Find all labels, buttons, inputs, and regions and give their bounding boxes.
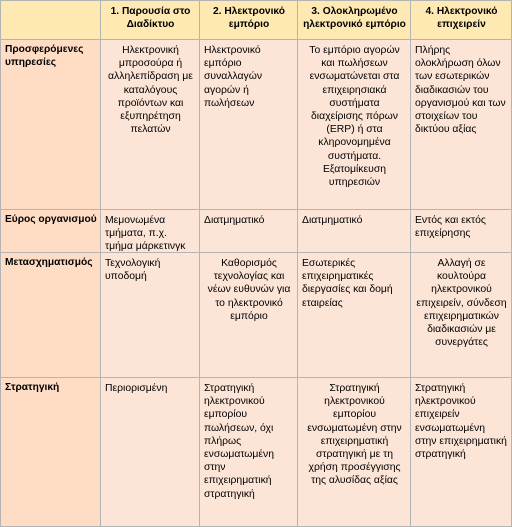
table-cell: Διατμηματικό — [298, 210, 411, 253]
row-label-services: Προσφερόμενες υπηρεσίες — [1, 40, 101, 210]
header-stage-2: 2. Ηλεκτρονικό εμπόριο — [200, 1, 298, 40]
header-stage-4: 4. Ηλεκτρονικό επιχειρείν — [411, 1, 512, 40]
table-cell: Πλήρης ολοκλήρωση όλων των εσωτερικών διαδικασιών του οργανισμού και των στοιχείων του δικτύου αξίας — [411, 40, 512, 210]
header-stage-1: 1. Παρουσία στο Διαδίκτυο — [101, 1, 200, 40]
row-label-strategy: Στρατηγική — [1, 378, 101, 527]
table-cell: Ηλεκτρονικό εμπόριο συναλλαγών αγορών ή πωλήσεων — [200, 40, 298, 210]
table-cell: Εντός και εκτός επιχείρησης — [411, 210, 512, 253]
header-stage-3: 3. Ολοκληρωμένο ηλεκτρονικό εμπόριο — [298, 1, 411, 40]
table-cell: Στρατηγική ηλεκτρονικού εμπορίου πωλήσεων, όχι πλήρως ενσωματωμένη στην επιχειρηματική στρατηγική — [200, 378, 298, 527]
table-cell: Το εμπόριο αγορών και πωλήσεων ενσωματώνεται στα επιχειρησιακά συστήματα διαχείρισης πόρων (ERP) ή στα κληρονομημένα συστήματα. Εξατομίκευση υπηρεσιών — [298, 40, 411, 210]
table-cell: Στρατηγική ηλεκτρονικού εμπορίου ενσωματωμένη στην επιχειρηματική στρατηγική με τη χρήση προσέγγισης της αλυσίδας αξίας — [298, 378, 411, 527]
table-cell: Ηλεκτρονική μπροσούρα ή αλληλεπίδραση με καταλόγους προϊόντων και εξυπηρέτηση πελατών — [101, 40, 200, 210]
row-label-scope: Εύρος οργανισμού — [1, 210, 101, 253]
table-cell: Διατμηματικό — [200, 210, 298, 253]
header-corner-cell — [1, 1, 101, 40]
row-label-transformation: Μετασχηματισμός — [1, 253, 101, 378]
table-cell: Περιορισμένη — [101, 378, 200, 527]
table-cell: Αλλαγή σε κουλτούρα ηλεκτρονικού επιχειρείν, σύνδεση επιχειρηματικών διαδικασιών με συνεργάτες — [411, 253, 512, 378]
table-cell: Καθορισμός τεχνολογίας και νέων ευθυνών για το ηλεκτρονικό εμπόριο — [200, 253, 298, 378]
table-cell: Τεχνολογική υποδομή — [101, 253, 200, 378]
table-cell: Μεμονωμένα τμήματα, π.χ. τμήμα μάρκετινγκ — [101, 210, 200, 253]
table-cell: Στρατηγική ηλεκτρονικού επιχειρείν ενσωματωμένη στην επιχειρηματική στρατηγική — [411, 378, 512, 527]
table-grid — [1, 1, 512, 527]
table-cell: Εσωτερικές επιχειρηματικές διεργασίες και δομή εταιρείας — [298, 253, 411, 378]
